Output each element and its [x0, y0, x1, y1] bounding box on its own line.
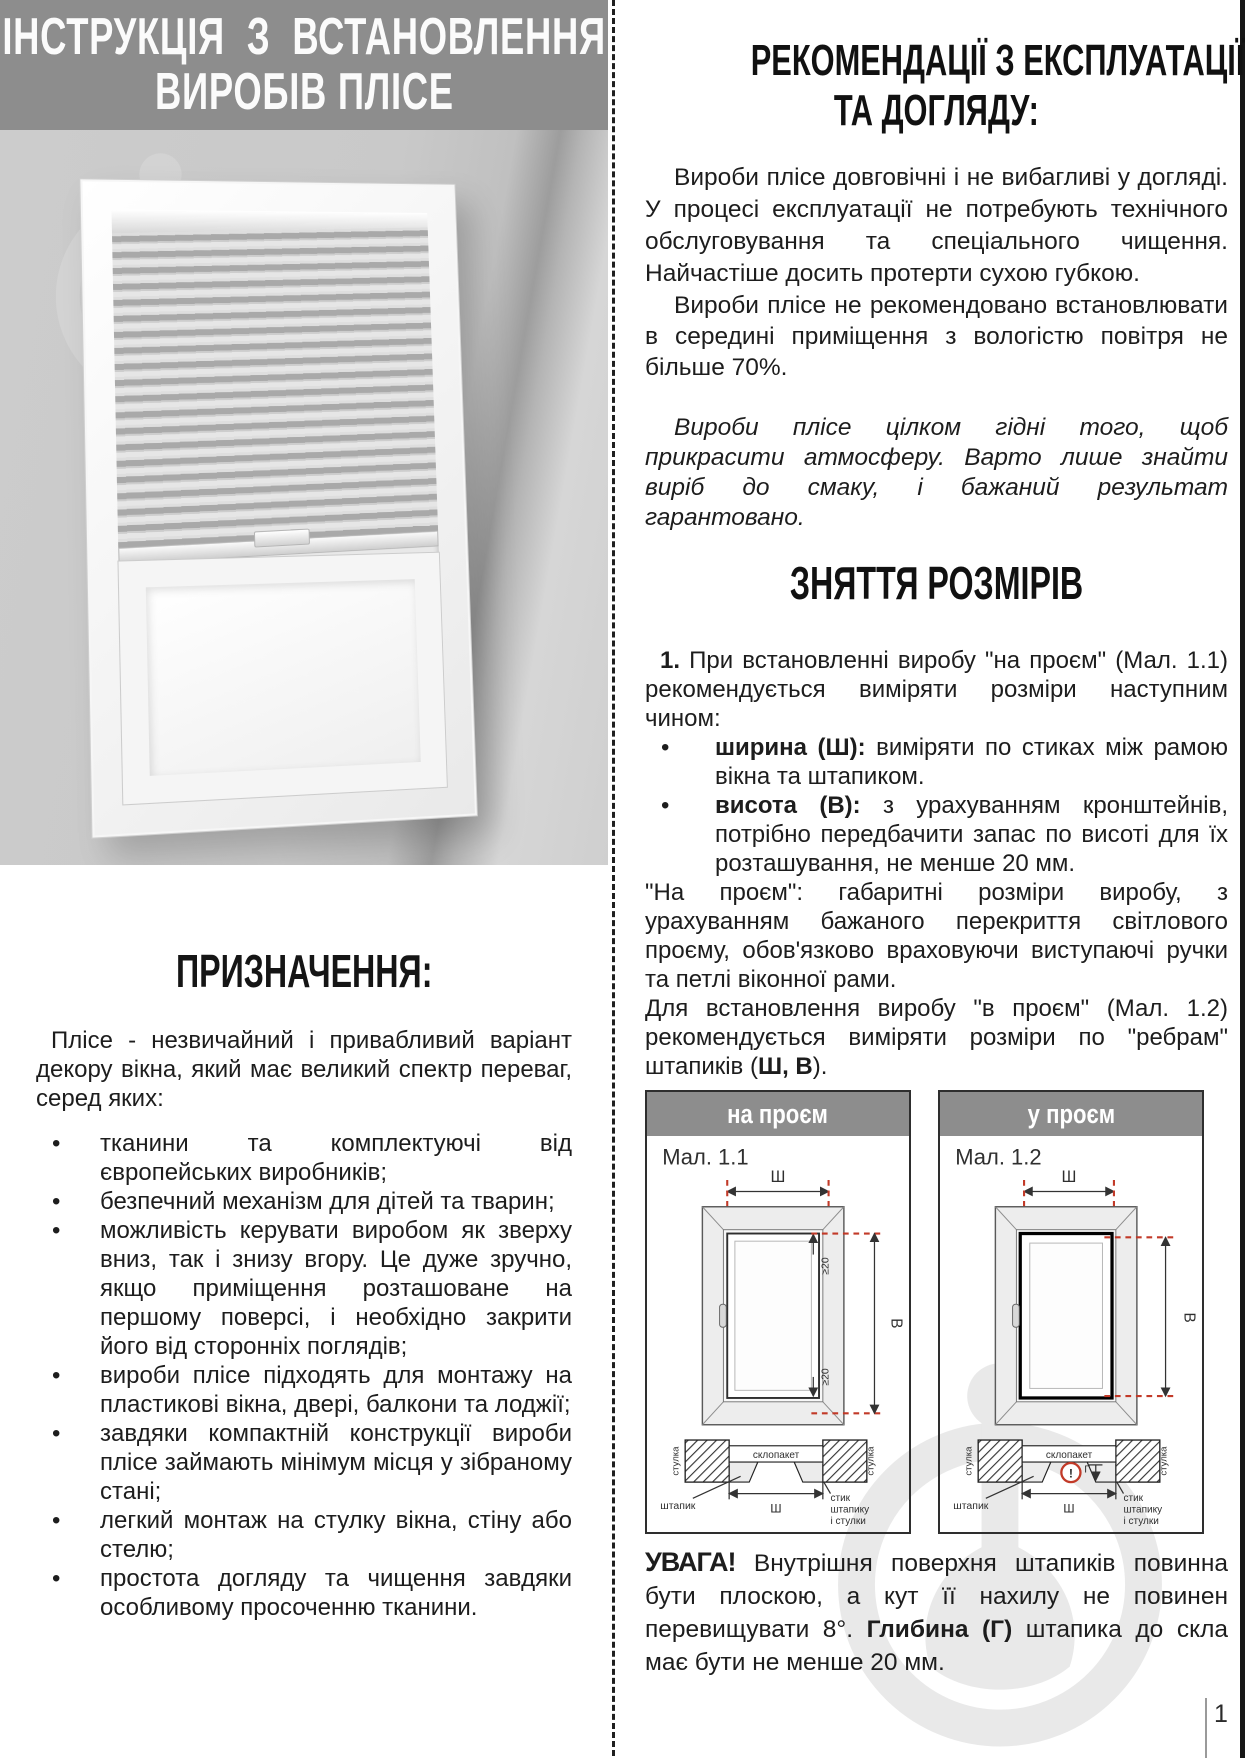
svg-text:і стулки: і стулки	[1123, 1516, 1159, 1528]
list-item: • висота (В): з урахуванням кронштейнів, потрібно передбачити запас по висоті для їх розташування, не менше 20 мм.	[645, 791, 1228, 878]
na-proem-paragraph: "На проєм": габаритні розміри виробу, з урахуванням бажаного перекриття світлового проєму, обов'язково враховуючи виступаючі ручки та петлі віконної рами.	[645, 879, 1228, 993]
care-paragraph: Вироби плісе не рекомендовано встановлювати в середині приміщення з вологістю повітря не більше 70%.	[645, 292, 1228, 381]
width-dim-label: Ш	[770, 1167, 786, 1186]
figure-tab: у проєм	[940, 1092, 1202, 1136]
page-edge-strip	[1240, 0, 1245, 1758]
window-handle	[1013, 1304, 1020, 1327]
bead-label: штапик	[660, 1499, 696, 1512]
figure-na-proem	[645, 1090, 911, 1534]
list-item: • тканини та комплектуючі від європейських виробників;	[36, 1129, 572, 1187]
attention-label: УВАГА!	[645, 1547, 736, 1577]
window-render	[79, 178, 478, 838]
sizing-bullet-list	[645, 733, 1228, 878]
window-opening	[111, 209, 446, 804]
sizing-section	[645, 556, 1228, 1081]
figure-caption: Мал. 1.1	[662, 1144, 749, 1170]
care-heading: РЕКОМЕНДАЦІЇ З ЕКСПЛУАТАЦІЇ ТА ДОГЛЯДУ:	[750, 36, 1245, 135]
purpose-bullet-list	[36, 1129, 572, 1622]
window-handle	[720, 1304, 727, 1327]
list-item: • безпечний механізм для дітей та тварин;	[36, 1187, 572, 1216]
svg-text:штапику: штапику	[830, 1504, 870, 1516]
width-dim-label: Ш	[1061, 1167, 1077, 1186]
care-paragraph: Вироби плісе довговічні і не вибагливі у догляді. У процесі експлуатації не потребують технічного обслуговування та спеціального чищення. Найчастіше досить протерти сухою губкою.	[645, 164, 1228, 287]
purpose-heading: ПРИЗНАЧЕННЯ:	[175, 945, 433, 997]
product-photo	[0, 130, 608, 865]
svg-text:штапику: штапику	[1123, 1504, 1163, 1516]
header-title-line2: ВИРОБІВ ПЛІСЕ	[154, 63, 454, 121]
list-item: • простота догляду та чищення завдяки особливому просоченню тканини.	[36, 1564, 572, 1622]
section-width-label: Ш	[1063, 1501, 1075, 1516]
height-dim-label: В	[1180, 1312, 1198, 1323]
v-proem-paragraph: Для встановлення виробу "в проєм" (Мал. 1.2) рекомендується виміряти розміри по "ребрам" штапиків (Ш, В).	[645, 995, 1228, 1080]
pleated-blind	[112, 227, 438, 551]
figure-drawing-1-1	[647, 1136, 905, 1528]
joint-label: стик	[830, 1493, 851, 1505]
blind-handle-tab	[254, 528, 310, 547]
sash-label-left: стулка	[963, 1446, 975, 1476]
column-divider	[612, 0, 615, 1756]
purpose-section	[36, 944, 572, 1622]
left-header-band	[0, 0, 608, 130]
list-item: • легкий монтаж на стулку вікна, стіну або стелю;	[36, 1506, 572, 1564]
bead-label: штапик	[953, 1499, 989, 1512]
figure-u-proem	[938, 1090, 1204, 1534]
glazing-label: склопакет	[752, 1450, 800, 1462]
figure-tab: на проєм	[647, 1092, 909, 1136]
joint-label: стик	[1123, 1493, 1144, 1505]
warning-exclamation: !	[1068, 1466, 1073, 1481]
list-item: • завдяки компактній конструкції вироби плісе займають мінімум місця у зібраному стані;	[36, 1419, 572, 1506]
care-section	[645, 36, 1245, 533]
sizing-step1: 1. При встановленні виробу "на проєм" (Мал. 1.1) рекомендується виміряти розміри наступним чином:	[645, 647, 1228, 732]
sizing-heading: ЗНЯТТЯ РОЗМІРІВ	[789, 557, 1084, 609]
header-title-line1: ІНСТРУКЦІЯ З ВСТАНОВЛЕННЯ	[2, 8, 606, 66]
depth-label: Г	[1084, 1463, 1090, 1476]
sash-label-left: стулка	[670, 1446, 682, 1476]
glazing-label: склопакет	[1045, 1450, 1093, 1462]
care-paragraph-italic: Вироби плісе цілком гідні того, щоб прикрасити атмосферу. Варто лише знайти виріб до смаку, і бажаний результат гарантовано.	[645, 414, 1228, 531]
purpose-intro: Плісе - незвичайний і привабливий варіант декору вікна, який має великий спектр переваг, серед яких:	[36, 1027, 572, 1112]
page-number: 1	[1214, 1700, 1228, 1728]
figure-drawing-1-2	[940, 1136, 1198, 1528]
window-sash	[118, 553, 446, 805]
sash-label-right: стулка	[865, 1446, 877, 1476]
gte20-top-label: ≥20	[819, 1257, 832, 1275]
list-item: • ширина (Ш): виміряти по стиках між рамою вікна та штапиком.	[645, 733, 1228, 791]
figure-caption: Мал. 1.2	[955, 1144, 1042, 1170]
height-dim-label: В	[887, 1318, 905, 1329]
gte20-bottom-label: ≥20	[819, 1368, 832, 1386]
section-width-label: Ш	[770, 1501, 782, 1516]
sash-label-right: стулка	[1158, 1446, 1170, 1476]
svg-text:і стулки: і стулки	[830, 1516, 866, 1528]
list-item: • можливість керувати виробом як зверху вниз, так і знизу вгору. Це дуже зручно, якщо приміщення розташоване на першому поверсі, і необхідно закрити його від сторонніх поглядів;	[36, 1216, 572, 1361]
page-number-divider	[1205, 1698, 1207, 1758]
attention-paragraph: УВАГА! Внутрішня поверхня штапиків повинна бути плоскою, а кут її нахилу не повинен перевищувати 8°. Глибина (Г) штапика до скла має бути не менше 20 мм.	[645, 1547, 1228, 1676]
list-item: • вироби плісе підходять для монтажу на пластикові вікна, двері, балкони та лоджії;	[36, 1361, 572, 1419]
window-glass	[146, 579, 421, 776]
